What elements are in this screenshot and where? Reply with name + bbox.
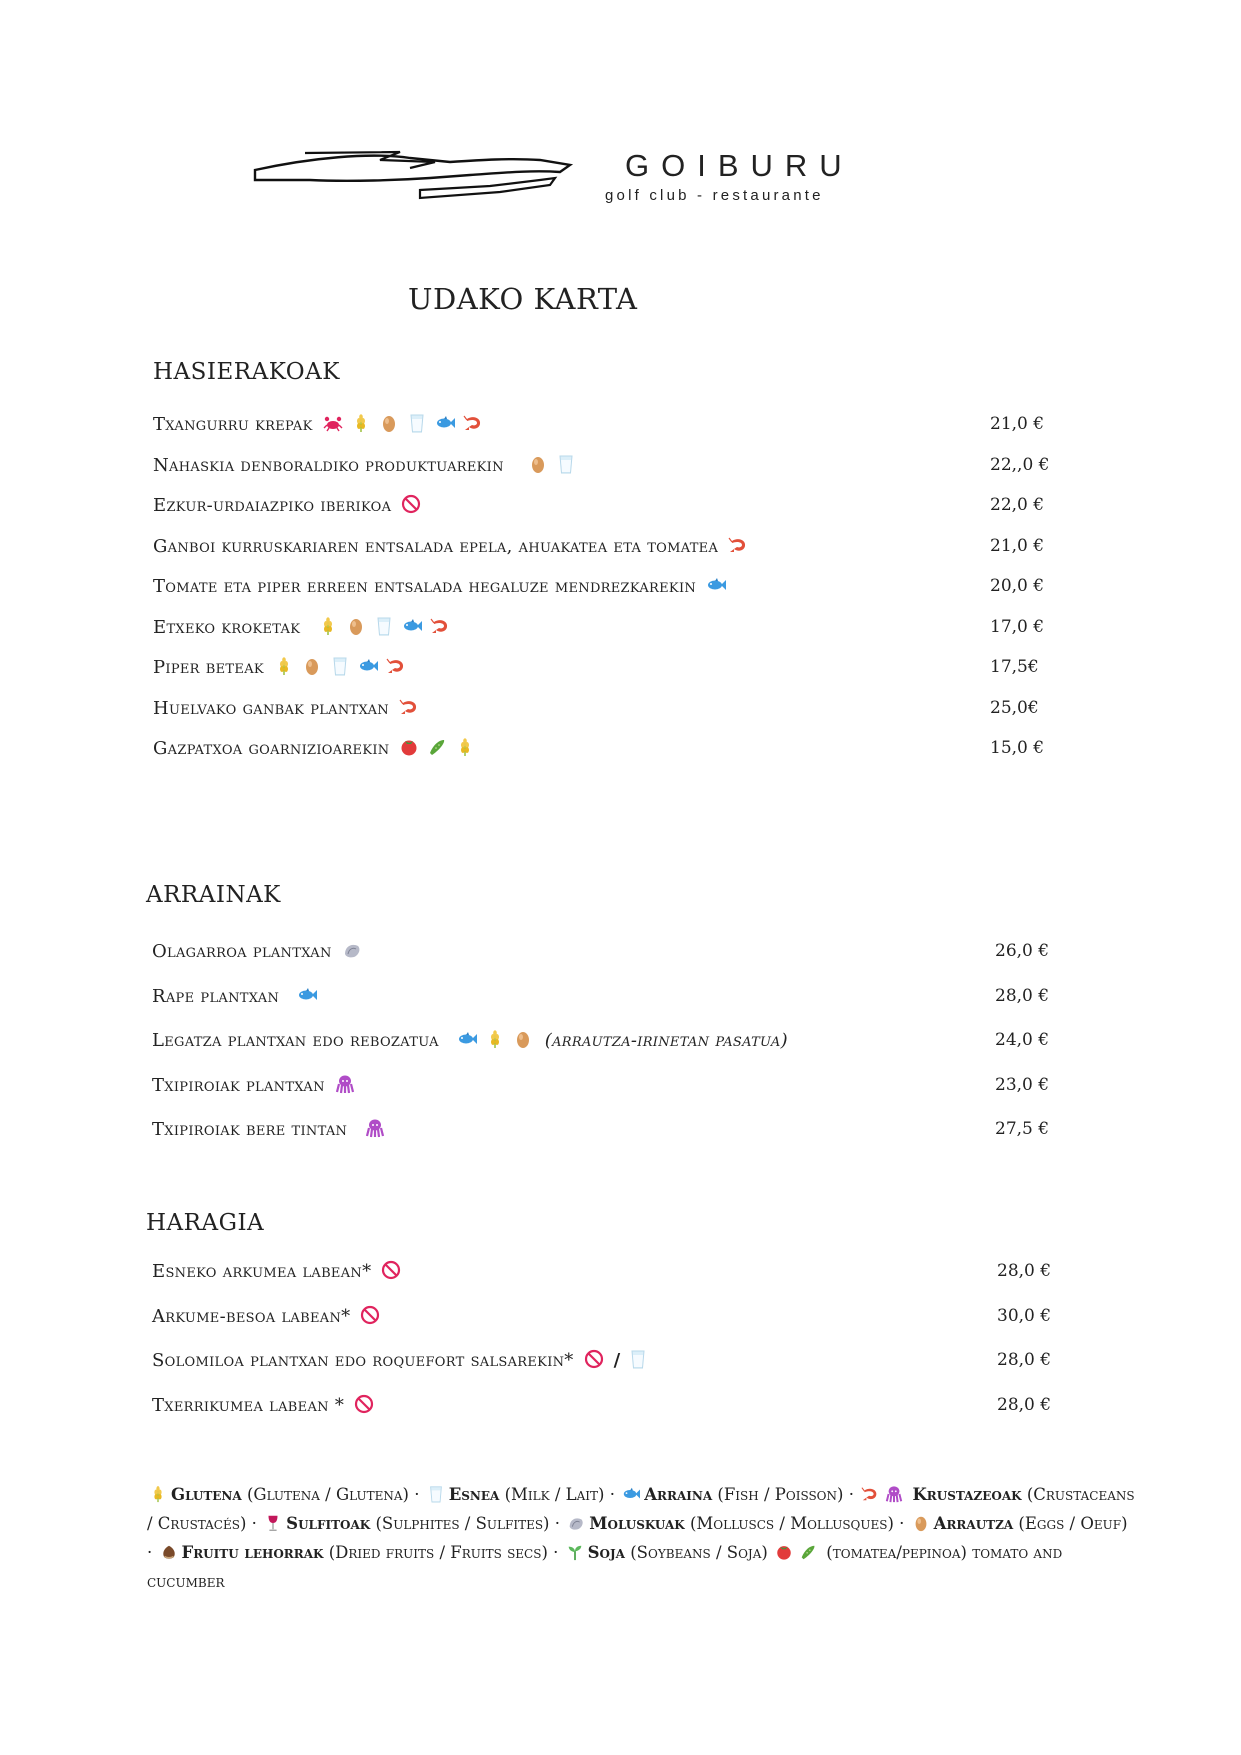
legend-nuts-desc: (Dried fruits / Fruits secs) · bbox=[323, 1543, 564, 1562]
legend-gluten-desc: (Glutena / Glutena) · bbox=[241, 1485, 425, 1504]
wheat-icon bbox=[455, 737, 475, 757]
legend-soy-label: Soja bbox=[587, 1543, 625, 1562]
menu-item-name: Txipiroiak plantxan bbox=[152, 1074, 325, 1096]
section-title: HASIERAKOAK bbox=[153, 359, 340, 385]
milk-glass-icon bbox=[628, 1349, 648, 1369]
fish-icon bbox=[297, 985, 317, 1005]
menu-item-price: 15,0 € bbox=[990, 738, 1045, 758]
wine-glass-icon bbox=[264, 1512, 282, 1530]
menu-item-name: Huelvako ganbak plantxan bbox=[153, 697, 389, 719]
menu-item bbox=[153, 575, 726, 597]
brand-name: GOIBURU bbox=[625, 148, 854, 183]
menu-item-name: Arkume-besoa labean* bbox=[152, 1305, 351, 1327]
no-allergen-icon bbox=[381, 1260, 401, 1280]
brand-subtitle: golf club - restaurante bbox=[605, 187, 824, 204]
seedling-icon bbox=[566, 1541, 584, 1559]
menu-item bbox=[152, 940, 362, 962]
egg-icon bbox=[513, 1029, 533, 1049]
legend-mollusc-desc: (Molluscs / Mollusques) · bbox=[689, 1514, 910, 1533]
menu-item bbox=[152, 1394, 374, 1416]
egg-icon bbox=[912, 1512, 930, 1530]
legend-tomato-desc: (tomatea/pepinoa) tomato and cucumber bbox=[147, 1543, 1063, 1591]
logo-brushstroke-icon bbox=[250, 140, 590, 220]
menu-item bbox=[153, 737, 475, 759]
menu-item-price: 28,0 € bbox=[997, 1350, 1052, 1370]
menu-item-price: 21,0 € bbox=[990, 414, 1045, 434]
egg-icon bbox=[528, 454, 548, 474]
shrimp-icon bbox=[399, 697, 419, 717]
crab-icon bbox=[323, 413, 343, 433]
brand-logo bbox=[250, 140, 900, 220]
no-allergen-icon bbox=[360, 1305, 380, 1325]
menu-item bbox=[153, 697, 419, 719]
menu-item-name: Gazpatxoa goarnizioarekin bbox=[153, 738, 390, 759]
menu-item-name: Tomate eta piper erreen entsalada hegaluze mendrezkarekin bbox=[153, 576, 697, 597]
legend-fish-label: Arraina bbox=[644, 1485, 713, 1504]
egg-icon bbox=[379, 413, 399, 433]
menu-item bbox=[153, 616, 450, 638]
wheat-icon bbox=[318, 616, 338, 636]
menu-item bbox=[153, 494, 421, 516]
no-allergen-icon bbox=[354, 1394, 374, 1414]
menu-item-name: Legatza plantxan edo rebozatua bbox=[152, 1030, 439, 1051]
menu-item-note: (arrautza-irinetan pasatua) bbox=[544, 1030, 788, 1051]
legend-egg-label: Arrautza bbox=[933, 1514, 1014, 1533]
shrimp-icon bbox=[430, 616, 450, 636]
menu-item bbox=[153, 656, 406, 678]
fish-icon bbox=[358, 656, 378, 676]
menu-item-price: 22,,0 € bbox=[990, 454, 1050, 475]
section-title: HARAGIA bbox=[146, 1210, 265, 1236]
menu-item bbox=[152, 1118, 385, 1140]
wheat-icon bbox=[274, 656, 294, 676]
shrimp-icon bbox=[463, 413, 483, 433]
allergen-legend bbox=[147, 1480, 1137, 1596]
octopus-icon bbox=[335, 1074, 355, 1094]
menu-item-price: 23,0 € bbox=[995, 1074, 1050, 1095]
menu-item-name: Txerrikumea labean * bbox=[152, 1394, 345, 1416]
wheat-icon bbox=[149, 1483, 167, 1501]
legend-egg-desc: (Eggs / Oeuf) · bbox=[147, 1514, 1128, 1562]
menu-item-name: Solomiloa plantxan edo roquefort salsarekin* bbox=[152, 1350, 574, 1371]
fish-icon bbox=[402, 616, 422, 636]
menu-item-name: Txipiroiak bere tintan bbox=[152, 1119, 348, 1140]
menu-item-price: 28,0 € bbox=[997, 1394, 1052, 1415]
menu-item-price: 17,0 € bbox=[990, 616, 1045, 637]
shell-icon bbox=[567, 1512, 585, 1530]
legend-crustacean-label: Krustazeoak bbox=[912, 1485, 1022, 1504]
menu-item-price: 26,0 € bbox=[995, 941, 1050, 961]
no-allergen-icon bbox=[584, 1349, 604, 1369]
no-allergen-icon bbox=[401, 494, 421, 514]
menu-item bbox=[152, 1074, 355, 1096]
legend-gluten-label: Glutena bbox=[171, 1485, 242, 1504]
menu-title: UDAKO KARTA bbox=[408, 282, 638, 316]
menu-item-price: 25,0€ bbox=[990, 697, 1039, 718]
menu-item bbox=[152, 1029, 788, 1051]
section-title: ARRAINAK bbox=[146, 882, 281, 908]
menu-item-price: 21,0 € bbox=[990, 535, 1045, 556]
legend-sulphite-label: Sulfitoak bbox=[286, 1514, 371, 1533]
shrimp-icon bbox=[861, 1483, 879, 1501]
milk-glass-icon bbox=[407, 413, 427, 433]
menu-item bbox=[153, 454, 576, 476]
menu-item-price: 24,0 € bbox=[995, 1030, 1050, 1050]
legend-milk-desc: (Milk / Lait) · bbox=[499, 1485, 621, 1504]
menu-item-price: 27,5 € bbox=[995, 1119, 1050, 1139]
octopus-icon bbox=[365, 1118, 385, 1138]
menu-item-name: Txangurru krepak bbox=[153, 414, 313, 435]
menu-item-price: 17,5€ bbox=[990, 657, 1039, 677]
milk-glass-icon bbox=[330, 656, 350, 676]
menu-item-name: Nahaskia denboraldiko produktuarekin bbox=[153, 454, 504, 476]
menu-item-name: Etxeko kroketak bbox=[153, 616, 301, 638]
shrimp-icon bbox=[386, 656, 406, 676]
menu-item bbox=[152, 1349, 648, 1371]
fish-icon bbox=[706, 575, 726, 595]
menu-item-price: 30,0 € bbox=[997, 1305, 1052, 1326]
menu-item-price: 28,0 € bbox=[997, 1261, 1052, 1281]
shrimp-icon bbox=[728, 535, 748, 555]
shell-icon bbox=[342, 940, 362, 960]
legend-sulphite-desc: (Sulphites / Sulfites) · bbox=[370, 1514, 566, 1533]
legend-mollusc-label: Moluskuak bbox=[589, 1514, 685, 1533]
fish-icon bbox=[457, 1029, 477, 1049]
legend-milk-label: Esnea bbox=[448, 1485, 500, 1504]
menu-item-price: 28,0 € bbox=[995, 985, 1050, 1006]
slash-separator: / bbox=[613, 1350, 621, 1371]
legend-soy-desc: (Soybeans / Soja) bbox=[625, 1543, 774, 1562]
menu-item bbox=[152, 1260, 401, 1282]
cucumber-icon bbox=[427, 737, 447, 757]
menu-item bbox=[152, 1305, 380, 1327]
fish-icon bbox=[622, 1483, 640, 1501]
cucumber-icon bbox=[799, 1541, 817, 1559]
tomato-icon bbox=[775, 1541, 793, 1559]
egg-icon bbox=[302, 656, 322, 676]
wheat-icon bbox=[351, 413, 371, 433]
milk-glass-icon bbox=[556, 454, 576, 474]
legend-nuts-label: Fruitu lehorrak bbox=[181, 1543, 324, 1562]
wheat-icon bbox=[485, 1029, 505, 1049]
menu-item-name: Ezkur-urdaiazpiko iberikoa bbox=[153, 495, 392, 516]
legend-fish-desc: (Fish / Poisson) · bbox=[712, 1485, 860, 1504]
milk-glass-icon bbox=[374, 616, 394, 636]
menu-item-name: Rape plantxan bbox=[152, 985, 280, 1007]
chestnut-icon bbox=[160, 1541, 178, 1559]
menu-item-name: Ganboi kurruskariaren entsalada epela, ahuakatea eta tomatea bbox=[153, 535, 719, 557]
menu-item-name: Esneko arkumea labean* bbox=[152, 1261, 372, 1282]
milk-glass-icon bbox=[427, 1483, 445, 1501]
octopus-icon bbox=[885, 1483, 903, 1501]
menu-item-name: Olagarroa plantxan bbox=[152, 941, 332, 962]
menu-item bbox=[153, 535, 748, 557]
tomato-icon bbox=[399, 737, 419, 757]
menu-item-name: Piper beteak bbox=[153, 657, 264, 678]
legend-crustacean-desc: (Crustaceans / Crustacés) · bbox=[147, 1485, 1135, 1533]
fish-icon bbox=[435, 413, 455, 433]
menu-item-price: 22,0 € bbox=[990, 495, 1045, 515]
egg-icon bbox=[346, 616, 366, 636]
menu-item bbox=[152, 985, 317, 1007]
menu-item bbox=[153, 413, 483, 435]
menu-item-price: 20,0 € bbox=[990, 576, 1045, 596]
